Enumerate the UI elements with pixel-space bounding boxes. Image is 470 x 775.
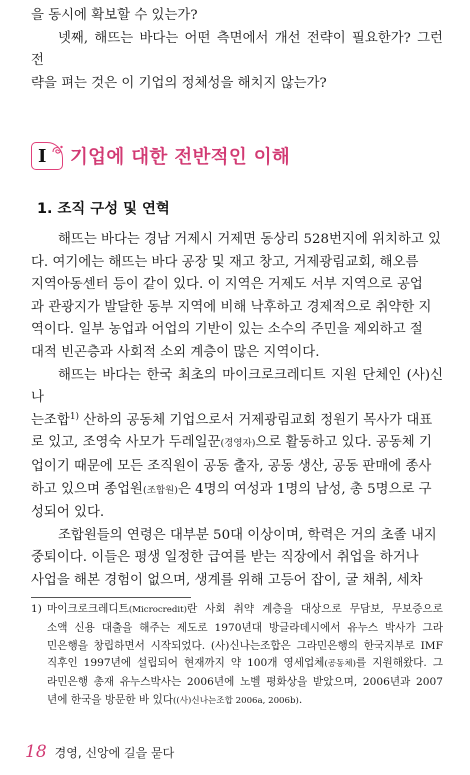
footnote-line	[47, 601, 443, 620]
footnote-line	[47, 692, 443, 711]
para1-line: 역이다. 일부 농업과 어업의 기반이 있는 소수의 주민을 제외하고 절	[31, 322, 423, 338]
para2-text: 산하의 공동체 기업으로서 거제광림교회 정원기 목사가 대표	[79, 412, 433, 428]
para2-text: 로 있고, 조영숙 사모가 두레일꾼	[31, 435, 221, 451]
footnote-text: .	[298, 693, 303, 706]
footnote-line: 라민은행 총재 유누스박사는 2006년에 노벨 평화상을 받았으며, 2006년과 2007	[47, 676, 443, 689]
para2-line: 업이기 때문에 모든 조직원이 공동 출자, 공동 생산, 공동 판매에 종사	[31, 458, 432, 474]
running-title: 경영, 신앙에 길을 묻다	[54, 746, 175, 760]
gloss-text: (공동체)	[324, 659, 357, 670]
para1-line: 과 관광지가 발달한 동부 지역에 비해 낙후하고 경제적으로 취약한 지	[31, 299, 432, 315]
para3-line: 사업을 해본 경험이 없으며, 생계를 위해 고등어 잡이, 굴 채취, 세차	[31, 572, 423, 588]
footnote-line: 민은행을 창립하면서 시작되었다. (사)신나는조합은 그라민은행의 한국지부로 IMF	[47, 639, 443, 652]
footnote-divider	[31, 597, 191, 598]
para1-line: 다. 여기에는 해뜨는 바다 공장 및 재고 창고, 거제광림교회, 해오름	[31, 254, 419, 270]
footnote-body	[43, 601, 443, 711]
para1-line: 지역아동센터 등이 같이 있다. 이 지역은 거제도 서부 지역으로 공업	[31, 277, 423, 293]
para3-line: 조합원들의 연령은 대부분 50대 이상이며, 학력은 거의 초졸 내지	[58, 527, 437, 543]
para2-line	[31, 410, 443, 433]
footnote-line	[47, 655, 443, 674]
section-number: I	[38, 145, 47, 167]
para1-line: 해뜨는 바다는 경남 거제시 거제면 동상리 528번지에 위치하고 있	[58, 232, 441, 247]
gloss-text: (Microcredit)	[128, 605, 187, 615]
main-text	[31, 229, 443, 593]
para2-line	[31, 479, 443, 503]
page-number: 18	[25, 742, 47, 762]
intro-text	[31, 5, 443, 95]
flower-swirl-icon	[51, 144, 64, 156]
para2-text: 는조합	[31, 412, 70, 428]
footnote-text: 를 지원해왔다. 그	[356, 657, 443, 670]
gloss-text: (경영자)	[220, 438, 256, 450]
footnote-number: 1)	[31, 603, 42, 615]
footnotes	[31, 601, 443, 711]
intro-line-2: 넷째, 해뜨는 바다는 어떤 측면에서 개선 전략이 필요한가? 그런 전	[31, 30, 443, 69]
para1-line: 대적 빈곤층과 사회적 소외 계층이 많은 지역이다.	[31, 344, 320, 360]
footnote-text: 란 사회 취약 계층을 대상으로 무담보, 무보증으로	[186, 603, 443, 615]
subsection-title: 1. 조직 구성 및 연혁	[37, 201, 170, 217]
para2-line: 성되어 있다.	[31, 505, 105, 521]
gloss-text: ((사)신나는조합 2006a, 2006b)	[173, 695, 299, 706]
para2-text: 은 4명의 여성과 1명의 남성, 총 5명으로 구	[177, 481, 432, 497]
para2-text: 하고 있으며 종업원	[31, 481, 143, 497]
page-footer	[25, 742, 174, 762]
para2-text: 으로 활동하고 있다. 공동체 기	[255, 435, 432, 451]
section-heading	[31, 140, 290, 172]
intro-line-1: 을 동시에 확보할 수 있는가?	[31, 8, 198, 23]
para3-line: 중퇴이다. 이들은 평생 일정한 급여를 받는 직장에서 취업을 하거나	[31, 550, 419, 566]
footnote-text: 직후인 1997년에 설립되어 현재까지 약 100개 영세업체	[47, 657, 325, 670]
footnote-ref: 1)	[69, 411, 80, 422]
footnote	[31, 601, 443, 711]
gloss-text: (조합원)	[143, 484, 178, 496]
para2-line	[31, 432, 443, 456]
section-number-box	[31, 142, 63, 170]
footnote-text: 마이크로크레디트	[47, 603, 129, 615]
intro-line-3: 략을 펴는 것은 이 기업의 정체성을 해치지 않는가?	[31, 75, 327, 91]
footnote-text: 년에 한국을 방문한 바 있다	[47, 693, 174, 706]
para2-line: 해뜨는 바다는 한국 최초의 마이크로크레디트 지원 단체인 (사)신나	[31, 367, 443, 406]
section-title: 기업에 대한 전반적인 이해	[70, 147, 291, 168]
footnote-line: 소액 신용 대출을 해주는 제도로 1970년대 방글라데시에서 유누스 박사가 그라	[47, 621, 443, 634]
